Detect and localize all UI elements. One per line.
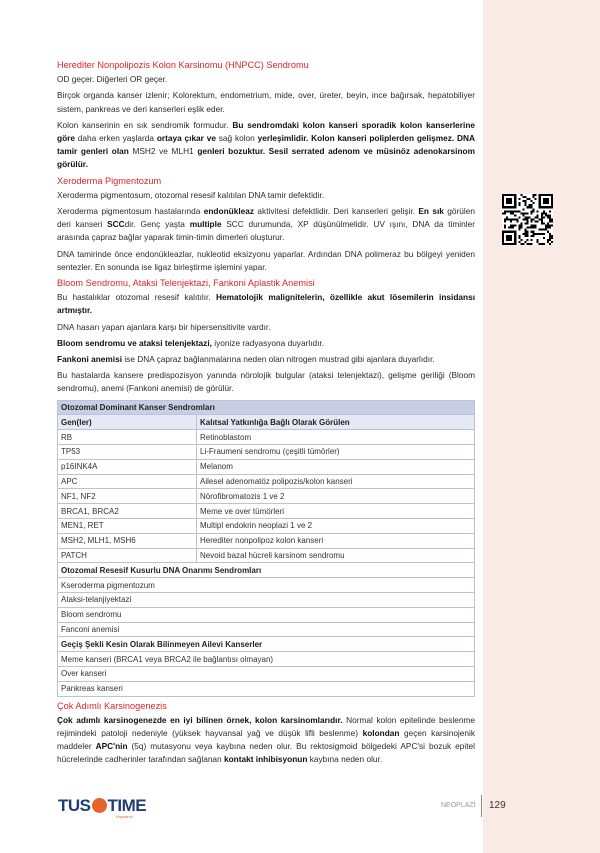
- qr-code: [502, 194, 553, 245]
- column-header: Gen(ler): [58, 415, 197, 430]
- syndrome-cell: Bloom sendromu: [58, 607, 475, 622]
- cancer-cell: Pankreas kanseri: [58, 681, 475, 696]
- section-title: Otozomal Resesif Kusurlu DNA Onarımı Sendromları: [58, 563, 475, 578]
- table-section-header: [58, 637, 475, 652]
- cancer-cell: Meme kanseri (BRCA1 veya BRCA2 ile bağlantısı olmayan): [58, 652, 475, 667]
- condition-cell: Nörofibromatozis 1 ve 2: [197, 489, 475, 504]
- paragraph: Çok adımlı karsinogenezde en iyi bilinen örnek, kolon karsinomlarıdır. Normal kolon epitelinde beslenme rejimindeki patoloji nedeniyle (yüksek hayvansal yağ ve düşük lifli beslenme) kolondan geçen karsinojenik maddeler APC'nin (5q) mutasyonu veya kaybına neden olur. Bu rektosigmoid bölgedeki APC'si bozuk epitel hücrelerinde cadherinler tarafından sağlanan kontakt inhibisyonun kaybına neden olur.: [57, 714, 475, 765]
- table-row: [58, 489, 475, 504]
- paragraph: Bu hastalarda kansere predispozisyon yanında nörolojik bulgular (ataksi telenjektazi), gelişme geriliği (Bloom sendromu), anemi (Fankoni anemisi) de görülür.: [57, 370, 475, 394]
- page-number: 129: [489, 800, 506, 811]
- clock-icon: [92, 798, 107, 813]
- table-section-header: [58, 563, 475, 578]
- tustime-logo: TUS TIME Kapsamlı: [58, 796, 147, 819]
- paragraph: Bloom sendromu ve ataksi telenjektazi, iyonize radyasyona duyarlıdır.: [57, 337, 325, 348]
- table-row: [58, 445, 475, 460]
- paragraph: OD geçer. Diğerleri OR geçer.: [57, 74, 168, 85]
- gene-cell: BRCA1, BRCA2: [58, 504, 197, 519]
- syndrome-cell: Fanconi anemisi: [58, 622, 475, 637]
- gene-cell: NF1, NF2: [58, 489, 197, 504]
- paragraph: DNA hasarı yapan ajanlara karşı bir hipersensitivite vardır.: [57, 321, 271, 332]
- cancer-syndromes-table: [57, 400, 475, 697]
- heading-bloom: Bloom Sendromu, Ataksi Telenjektazi, Fankoni Aplastik Anemisi: [57, 278, 315, 289]
- condition-cell: Herediter nonpolipoz kolon kanseri: [197, 533, 475, 548]
- column-header: Kalıtsal Yatkınlığa Bağlı Olarak Görülen: [197, 415, 475, 430]
- heading-multistep: Çok Adımlı Karsinogenezis: [57, 700, 167, 711]
- table-row: [58, 459, 475, 474]
- heading-hnpcc: Herediter Nonpolipozis Kolon Karsinomu (HNPCC) Sendromu: [57, 60, 309, 70]
- heading-xeroderma: Xeroderma Pigmentozum: [57, 175, 162, 186]
- gene-cell: MEN1, RET: [58, 519, 197, 534]
- paragraph: Bu hastalıklar otozomal resesif kalıtılır. Hematolojik malignitelerin, özellikle akut lösemilerin insidansı artmıştır.: [57, 292, 475, 316]
- gene-cell: PATCH: [58, 548, 197, 563]
- paragraph: Fankoni anemisi ise DNA çapraz bağlanmalarına neden olan nitrogen mustrad gibi ajanlara duyarlıdır.: [57, 354, 435, 365]
- table-row: [58, 430, 475, 445]
- condition-cell: Melanom: [197, 459, 475, 474]
- syndrome-cell: Ataksi-telanjiyektazi: [58, 593, 475, 608]
- page-footer: [0, 790, 600, 820]
- paragraph: DNA tamirinde önce endonükleazlar, nukleotid eksizyonu yaparlar. Ardından DNA polimeraz bu bölgeyi yeniden sentezler. En sonunda ise ligaz birleştirme işlemini yapar.: [57, 248, 475, 272]
- syndrome-cell: Kseroderma pigmentozum: [58, 578, 475, 593]
- table-row: [58, 652, 475, 667]
- cancer-cell: Over kanseri: [58, 667, 475, 682]
- table-row: [58, 519, 475, 534]
- table-row: [58, 548, 475, 563]
- paragraph: Birçok organda kanser izlenir; Kolorektum, endometrium, mide, over, üreter, beyin, ince bağırsak, hepatobiliyer sistem, pankreas ve deri kanserleri eşlik eder.: [57, 90, 475, 114]
- paragraph: Xeroderma pigmentosum hastalarında endonükleaz aktivitesi defektlidir. Deri kanserleri gelişir. En sık görülen deri kanseri SCCdir. Genç yaşta multiple SCC durumunda, XP düşünülmelidir. UV ışını, DNA da timinler arasında çapraz bağlar yaparak timin-timin dimerleri oluşturur.: [57, 206, 475, 243]
- table-title: Otozomal Dominant Kanser Sendromları: [58, 400, 475, 415]
- condition-cell: Ailesel adenomatöz polipozis/kolon kanseri: [197, 474, 475, 489]
- condition-cell: Multipl endokrin neoplazi 1 ve 2: [197, 519, 475, 534]
- table-row: [58, 593, 475, 608]
- paragraph: Xeroderma pigmentosum, otozomal resesif kalıtılan DNA tamir defektidir.: [57, 189, 324, 200]
- condition-cell: Meme ve over tümörleri: [197, 504, 475, 519]
- table-row: [58, 504, 475, 519]
- table-row: [58, 474, 475, 489]
- section-label: NEOPLAZİ: [441, 802, 476, 809]
- page-content: [57, 58, 475, 770]
- condition-cell: Retinoblastom: [197, 430, 475, 445]
- gene-cell: RB: [58, 430, 197, 445]
- right-margin-panel: [483, 0, 600, 853]
- gene-cell: TP53: [58, 445, 197, 460]
- table-row: [58, 622, 475, 637]
- condition-cell: Li-Fraumeni sendromu (çeşitli tümörler): [197, 445, 475, 460]
- divider: [481, 795, 482, 817]
- gene-cell: p16INK4A: [58, 459, 197, 474]
- condition-cell: Nevoid bazal hücreli karsinom sendromu: [197, 548, 475, 563]
- table-row: [58, 607, 475, 622]
- gene-cell: MSH2, MLH1, MSH6: [58, 533, 197, 548]
- table-row: [58, 533, 475, 548]
- table-row: [58, 578, 475, 593]
- section-title: Geçiş Şekli Kesin Olarak Bilinmeyen Ailevi Kanserler: [58, 637, 475, 652]
- table-row: [58, 667, 475, 682]
- paragraph: Kolon kanserinin en sık sendromik formudur. Bu sendromdaki kolon kanseri sporadik kolon kanserlerine göre daha erken yaşlarda ortaya çıkar ve sağ kolon yerleşimlidir. Kolon kanseri poliplerden gelişmez. DNA tamir genleri olan MSH2 ve MLH1 genleri bozuktur. Sesil serrated adenom ve müsinöz adenokarsinom görülür.: [57, 119, 475, 170]
- table-row: [58, 681, 475, 696]
- gene-cell: APC: [58, 474, 197, 489]
